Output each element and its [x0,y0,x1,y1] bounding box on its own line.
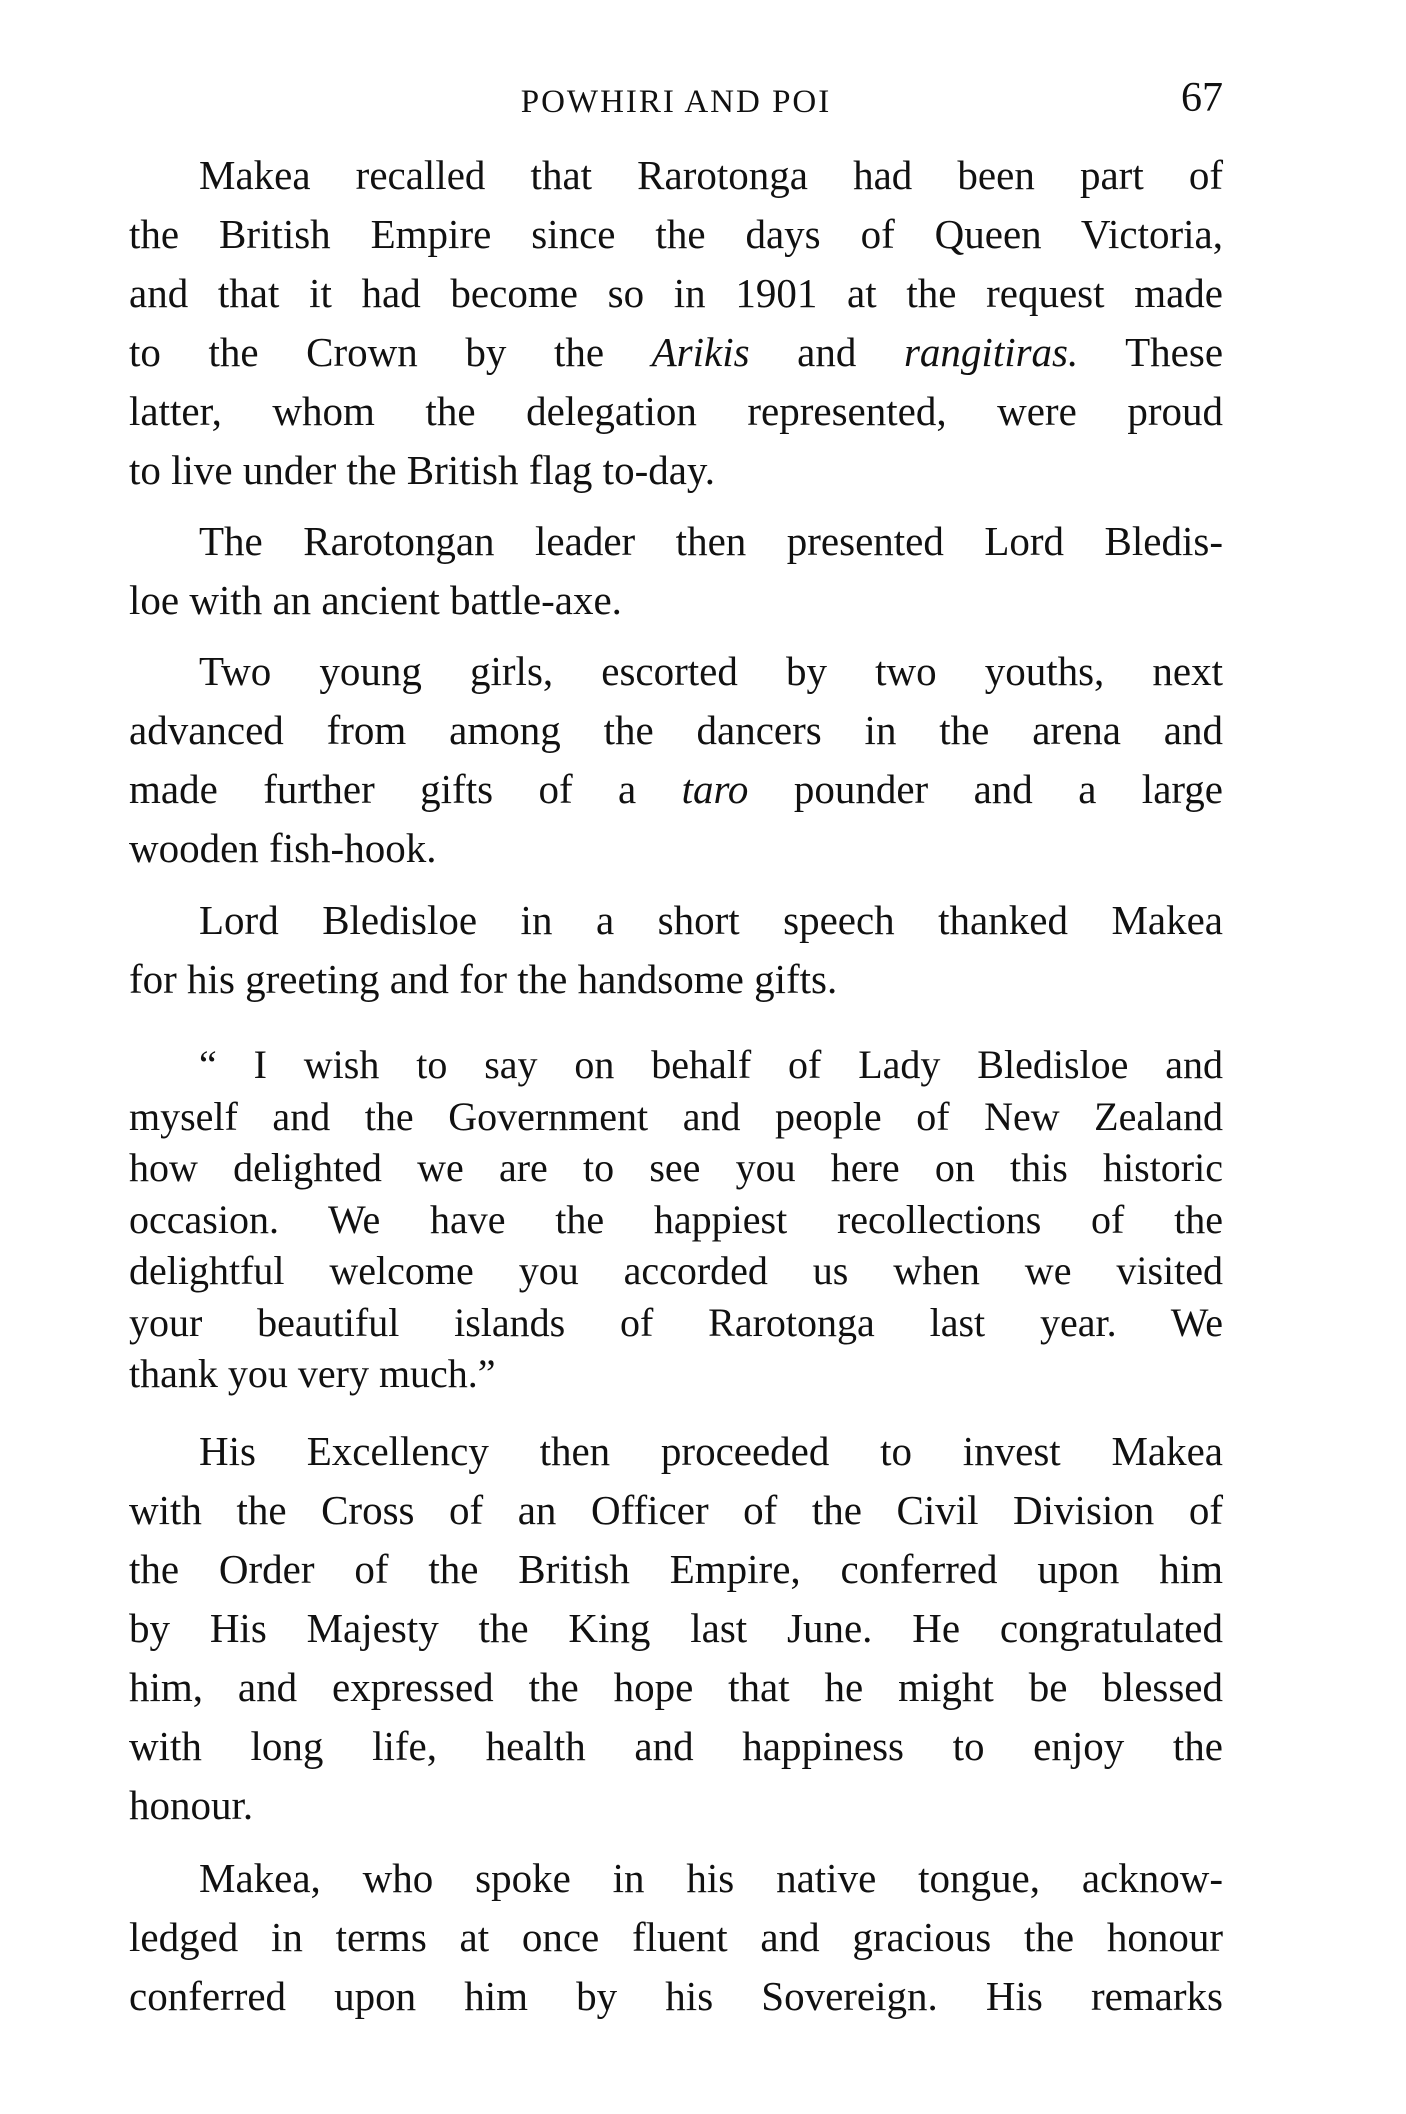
text-run: pounder and a large [748,766,1224,812]
italic-term: rangitiras. [903,329,1079,375]
quoted-speech [129,1039,1223,1400]
text-line: Makea recalled that Rarotonga had been part of [199,152,1223,198]
page-number: 67 [1181,75,1223,121]
paragraph [129,1849,1223,2026]
text-line: delightful welcome you accorded us when we visited [129,1248,1223,1293]
text-line: with long life, health and happiness to enjoy the [129,1722,1223,1769]
text-line: latter, whom the delegation represented, were proud [129,388,1223,434]
italic-term: Arikis [651,329,750,375]
paragraph [129,512,1223,630]
text-line: with the Cross of an Officer of the Civil Division of [129,1486,1223,1533]
text-line: honour. [129,1781,254,1828]
text-line: Lord Bledisloe in a short speech thanked Makea [199,897,1223,943]
text-line: and that it had become so in 1901 at the request made [129,270,1223,316]
text-line: conferred upon him by his Sovereign. His remarks [129,1972,1223,2019]
paragraph [129,891,1223,1009]
running-head [129,70,1223,130]
text-line: ledged in terms at once fluent and gracious the honour [129,1913,1223,1960]
text-run: and [749,329,904,375]
text-line: for his greeting and for the handsome gifts. [129,956,838,1002]
text-line: Two young girls, escorted by two youths, next [199,648,1223,694]
text-run: made further gifts of a [129,766,682,812]
text-run: These [1078,329,1224,375]
paragraph [129,642,1223,878]
text-line: wooden fish-hook. [129,825,437,871]
text-line: the Order of the British Empire, conferred upon him [129,1545,1223,1592]
italic-term: taro [681,766,749,812]
text-line [129,760,1223,819]
text-line: the British Empire since the days of Queen Victoria, [129,211,1223,257]
text-line: advanced from among the dancers in the arena and [129,707,1223,753]
text-line: His Excellency then proceeded to invest Makea [199,1427,1223,1474]
body-text [129,146,1223,2026]
book-page [129,70,1223,2026]
paragraph [129,1422,1223,1835]
text-line: “ I wish to say on behalf of Lady Bledisloe and [199,1042,1223,1087]
text-line: to live under the British flag to-day. [129,447,716,493]
text-line: loe with an ancient battle-axe. [129,577,622,623]
running-title: POWHIRI AND POI [520,84,832,120]
text-run: to the Crown by the [129,329,652,375]
paragraph [129,146,1223,500]
text-line: how delighted we are to see you here on this historic [129,1145,1223,1190]
text-line: myself and the Government and people of New Zealand [129,1093,1223,1139]
text-line: occasion. We have the happiest recollections of the [129,1196,1223,1242]
text-line: by His Majesty the King last June. He congratulated [129,1604,1223,1651]
text-line: your beautiful islands of Rarotonga last year. We [129,1299,1223,1345]
text-line [129,323,1223,382]
text-line: thank you very much.” [129,1351,496,1396]
text-line: him, and expressed the hope that he might be blessed [129,1663,1223,1710]
text-line: Makea, who spoke in his native tongue, acknow- [199,1854,1223,1901]
text-line: The Rarotongan leader then presented Lord Bledis- [199,518,1223,564]
